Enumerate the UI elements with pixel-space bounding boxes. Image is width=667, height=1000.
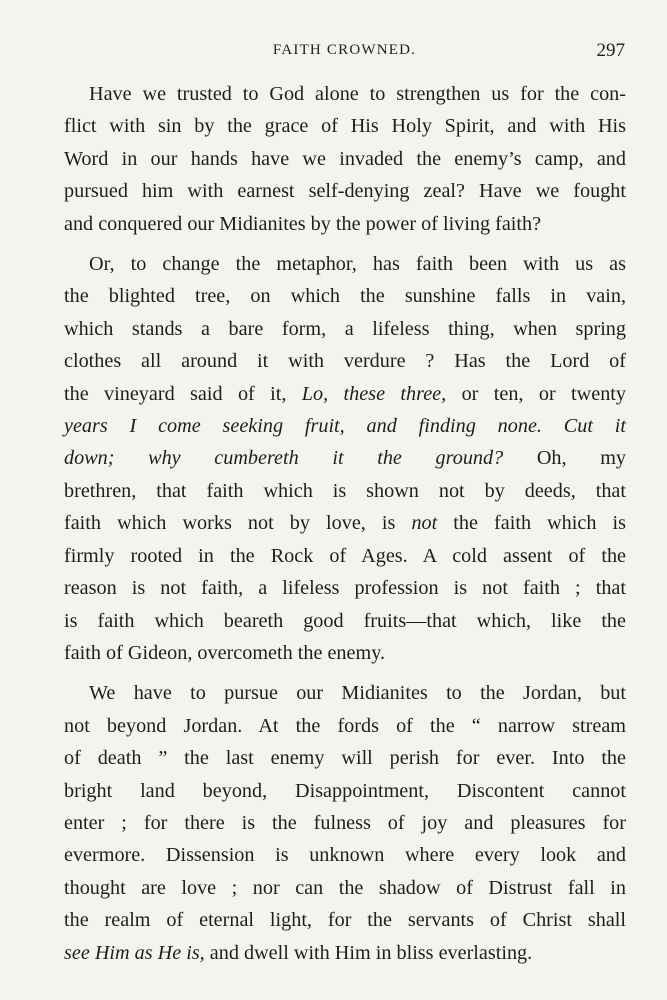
text-line (64, 710, 626, 742)
text-segment: faith which works not by love, is (64, 512, 412, 535)
text-segment: clothes all around it with verdure ? Has the Lord of (64, 350, 626, 373)
italic-text: years I come seeking fruit, and finding none. Cut it (64, 415, 626, 438)
text-line (64, 410, 626, 442)
text-segment: the vineyard said of it, (64, 382, 302, 405)
text-segment: Oh, my (503, 447, 626, 470)
text-line (64, 248, 626, 280)
text-segment: We have to pursue our Midianites to the Jordan, but (89, 682, 626, 705)
text-segment: Or, to change the metaphor, has faith been with us as (89, 253, 626, 276)
text-line (64, 143, 626, 175)
text-line (64, 677, 626, 709)
italic-text: Lo, these three, (301, 382, 447, 405)
text-line (64, 110, 626, 142)
text-segment: enter ; for there is the fulness of joy and pleasures for (64, 811, 626, 834)
text-segment: of death ” the last enemy will perish for ever. Into the (64, 747, 626, 770)
italic-text: not (411, 512, 438, 535)
text-segment: and dwell with Him in bliss everlasting. (204, 941, 533, 964)
text-segment: evermore. Dissension is unknown where every look and (64, 844, 626, 867)
text-line (64, 572, 626, 604)
text-line (64, 775, 626, 807)
italic-text: down; why cumbereth it the ground? (64, 447, 504, 470)
text-line (64, 175, 626, 207)
text-segment: reason is not faith, a lifeless profession is not faith ; that (64, 577, 626, 600)
text-line (64, 475, 626, 507)
paragraph (64, 248, 626, 669)
text-line (64, 637, 626, 669)
page-number: 297 (596, 40, 625, 61)
text-segment: bright land beyond, Disappointment, Discontent cannot (64, 779, 626, 802)
text-line (64, 345, 626, 377)
text-line (64, 507, 626, 539)
text-segment: not beyond Jordan. At the fords of the “ narrow stream (64, 714, 626, 737)
text-segment: pursued him with earnest self-denying zeal? Have we fought (64, 180, 626, 203)
text-line (64, 872, 626, 904)
text-segment: the blighted tree, on which the sunshine falls in vain, (64, 285, 626, 308)
italic-text: see Him as He is, (64, 941, 205, 964)
text-segment: is faith which beareth good fruits—that which, like the (64, 609, 626, 632)
paragraph (64, 677, 626, 969)
text-line (64, 540, 626, 572)
text-segment: brethren, that faith which is shown not by deeds, that (64, 479, 626, 502)
text-line (64, 742, 626, 774)
text-line (64, 839, 626, 871)
text-line (64, 280, 626, 312)
text-segment: Have we trusted to God alone to strengthen us for the con- (89, 83, 626, 105)
text-line (64, 605, 626, 637)
text-segment: and conquered our Midianites by the power of living faith? (64, 212, 542, 235)
text-line (64, 378, 626, 410)
text-segment: which stands a bare form, a lifeless thing, when spring (64, 317, 626, 340)
text-segment: Word in our hands have we invaded the enemy’s camp, and (64, 147, 626, 170)
text-segment: flict with sin by the grace of His Holy Spirit, and with His (64, 115, 626, 138)
paragraph (64, 78, 626, 240)
text-line (64, 78, 626, 110)
text-line (64, 208, 626, 240)
running-title: FAITH CROWNED. (272, 42, 417, 58)
page-header (64, 40, 625, 64)
text-segment: or ten, or twenty (446, 382, 626, 405)
text-segment: firmly rooted in the Rock of Ages. A cold assent of the (64, 544, 626, 567)
text-segment: faith of Gideon, overcometh the enemy. (64, 641, 386, 664)
text-line (64, 937, 626, 969)
text-line (64, 313, 626, 345)
text-line (64, 807, 626, 839)
text-line (64, 442, 626, 474)
text-segment: the realm of eternal light, for the servants of Christ shall (64, 909, 626, 932)
body-text (64, 78, 626, 969)
text-segment: thought are love ; nor can the shadow of Distrust fall in (64, 876, 626, 899)
text-line (64, 904, 626, 936)
text-segment: the faith which is (437, 512, 626, 535)
